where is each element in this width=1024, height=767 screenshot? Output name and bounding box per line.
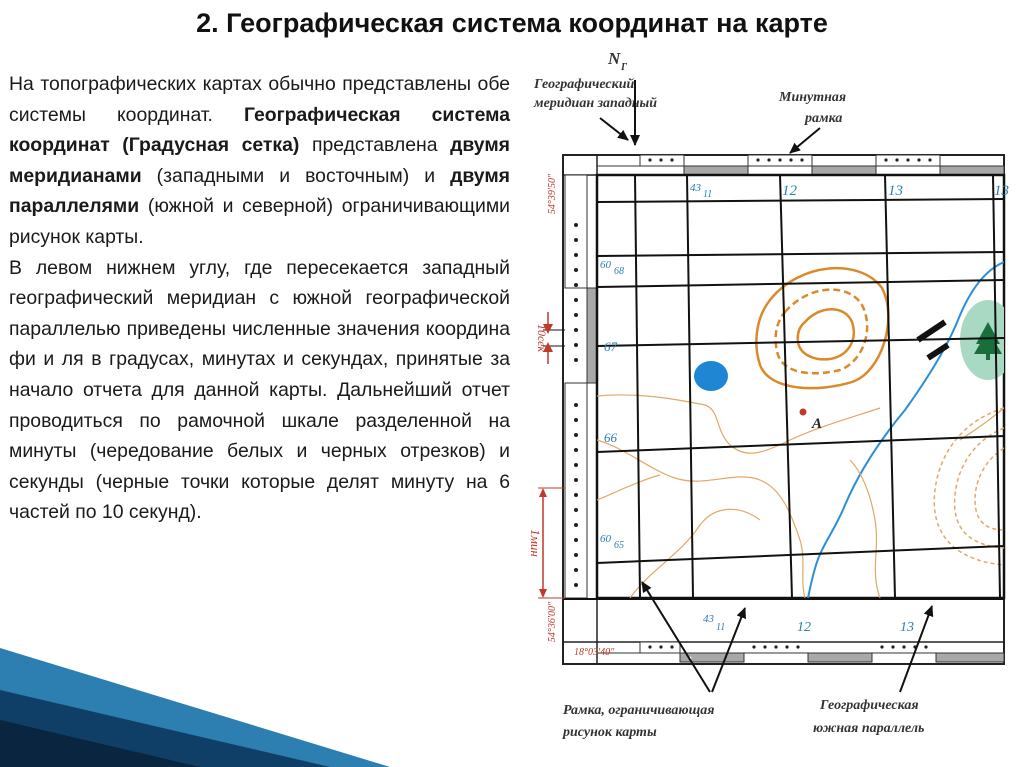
- grid-label-left-65: 65: [614, 540, 624, 551]
- point-a-label: А: [812, 416, 823, 432]
- grid-label-top-12: 12: [782, 183, 797, 199]
- ten-seconds-label: 10сек: [535, 323, 549, 353]
- label-minute-line2: рамка: [805, 111, 843, 126]
- grid-label-bot-43: 43: [703, 613, 714, 625]
- text-connector: представлена: [299, 134, 451, 157]
- lake: [694, 361, 728, 391]
- north-sub-label: Г: [621, 62, 628, 73]
- slide-title: 2. Географическая система координат на карте: [196, 8, 828, 38]
- grid-label-left-60a: 60: [600, 259, 611, 271]
- text-intro: На топографических картах обычно представлены обе системы координат.: [9, 73, 510, 126]
- text-term-parallels: двумя параллелями: [9, 164, 510, 218]
- longitude-bottom-label: 18°03'40": [574, 647, 615, 658]
- grid-label-top-11: 11: [703, 189, 713, 200]
- grid-label-bot-13: 13: [900, 620, 914, 635]
- north-label: N: [608, 49, 621, 68]
- outer-frame: [563, 155, 1004, 664]
- south-parallel-line: [563, 598, 1004, 600]
- label-minute-line1: Минутная: [779, 90, 847, 105]
- paragraph-2: В левом нижнем углу, где пересекается западный географический меридиан с южной географической параллелью приведены численные значения координа фи и ля в градусах, минутах и секундах, принятые за начало отчета для данной карты. Дальнейший отчет проводиться по рамочной шкале разделенной на минуты (чередование белых и черных отрезков) и секунды (черные точки которые делят минуту на 6 частей по 10 секунд).: [9, 256, 510, 524]
- label-meridian-line2: меридиан западный: [534, 96, 658, 111]
- grid-label-bot-12: 12: [797, 620, 811, 635]
- text-meridians-desc: (западными и восточным) и: [141, 164, 451, 187]
- label-frame-line1: Рамка, ограничивающая: [563, 703, 715, 718]
- ten-seconds-dimension: [535, 312, 565, 364]
- one-minute-label: 1мин: [528, 529, 543, 557]
- latitude-bottom-label: 54°36'00": [547, 601, 558, 643]
- text-parallels-desc: (южной и северной) ограничивающими рисунок карты.: [9, 195, 510, 248]
- grid-label-left-60b: 60: [600, 533, 611, 545]
- grid-label-bot-11: 11: [716, 622, 726, 633]
- label-frame-line2: рисунок карты: [563, 725, 657, 740]
- text-term-system: Географическая система координат (Градусная сетка): [9, 103, 510, 157]
- label-parallel-line1: Географическая: [820, 698, 919, 713]
- latitude-top-label: 54°39'50": [547, 173, 558, 215]
- text-term-meridians: двумя меридианами: [9, 134, 510, 187]
- grid-label-left-67: 67: [604, 339, 617, 354]
- grid-label-top-43: 43: [690, 182, 701, 194]
- svg-text:13: 13: [994, 183, 1009, 199]
- label-parallel-line2: южная параллель: [813, 721, 925, 736]
- one-minute-dimension: [528, 488, 565, 598]
- grid-label-top-13: 13: [888, 183, 903, 199]
- label-meridian-line1: Географический: [534, 77, 635, 92]
- grid-label-left-68: 68: [614, 266, 624, 277]
- point-a-marker: [800, 409, 807, 416]
- grid-label-left-66: 66: [604, 430, 617, 445]
